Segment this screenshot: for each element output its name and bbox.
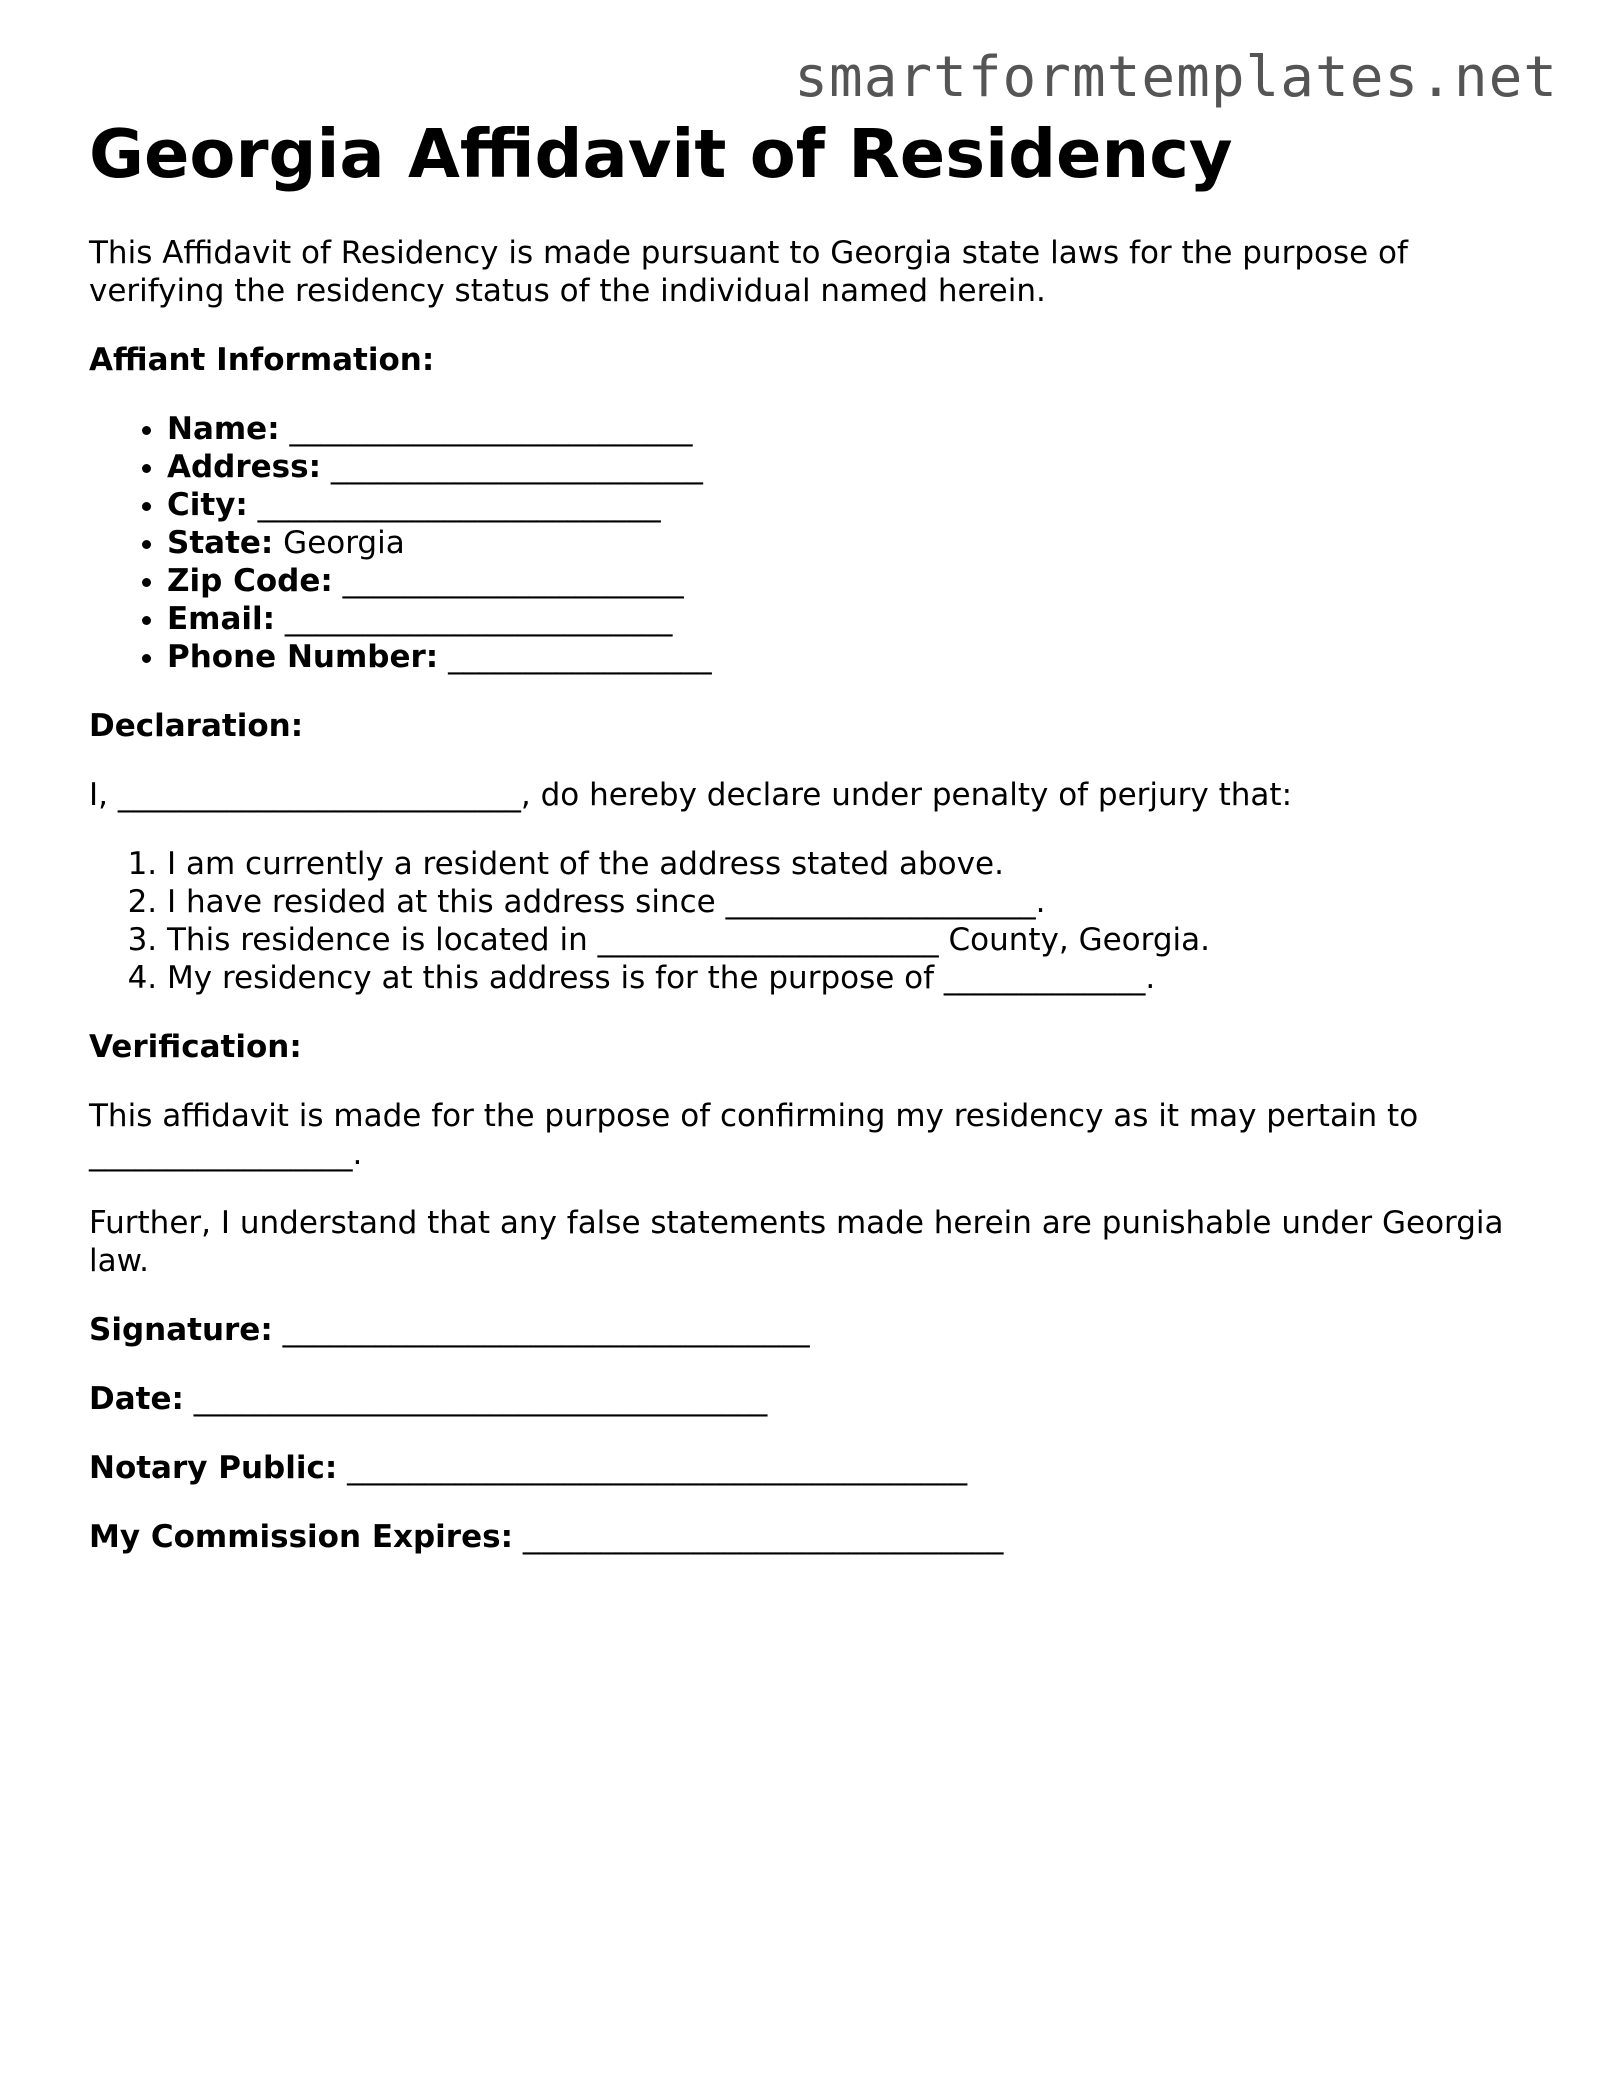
zip-field[interactable] (167, 562, 1529, 600)
zip-label: Zip Code: (167, 563, 333, 600)
name-field[interactable] (167, 410, 1529, 448)
address-blank[interactable]: ________________________ (330, 449, 703, 486)
declaration-list (89, 845, 1529, 997)
declaration-item (167, 845, 1529, 883)
zip-blank[interactable]: ______________________ (342, 563, 684, 600)
state-value: Georgia (283, 525, 405, 562)
verification-paragraph (89, 1097, 1529, 1173)
watermark-text: smartformtemplates.net (794, 45, 1558, 110)
declaration-item-end: . (1145, 960, 1156, 997)
commission-label: My Commission Expires: (89, 1519, 513, 1556)
notary-label: Notary Public: (89, 1450, 338, 1487)
phone-label: Phone Number: (167, 639, 439, 676)
affiant-heading: Affiant Information: (89, 342, 435, 379)
signature-blank[interactable]: __________________________________ (282, 1312, 810, 1349)
false-statements-paragraph: Further, I understand that any false statements made herein are punishable under Georgia law. (89, 1205, 1504, 1280)
address-field[interactable] (167, 448, 1529, 486)
declaration-item (167, 959, 1529, 997)
declaration-item-text: I am currently a resident of the address stated above. (167, 846, 1004, 883)
declaration-item-text: This residence is located in (167, 922, 588, 959)
date-line (89, 1380, 1529, 1418)
declarant-name-blank[interactable]: __________________________ (117, 777, 521, 814)
phone-field[interactable] (167, 638, 1529, 676)
phone-blank[interactable]: _________________ (448, 639, 712, 676)
city-blank[interactable]: __________________________ (257, 487, 661, 524)
email-blank[interactable]: _________________________ (284, 601, 673, 638)
notary-line (89, 1449, 1529, 1487)
commission-blank[interactable]: _______________________________ (522, 1519, 1004, 1556)
declaration-item (167, 921, 1529, 959)
resided-since-blank[interactable]: ____________________ (725, 884, 1036, 921)
address-label: Address: (167, 449, 321, 486)
notary-blank[interactable]: ________________________________________ (347, 1450, 968, 1487)
email-field[interactable] (167, 600, 1529, 638)
name-blank[interactable]: __________________________ (289, 411, 693, 448)
signature-line (89, 1311, 1529, 1349)
email-label: Email: (167, 601, 276, 638)
city-label: City: (167, 487, 248, 524)
declaration-prefix: I, (89, 777, 108, 814)
name-label: Name: (167, 411, 280, 448)
signature-label: Signature: (89, 1312, 273, 1349)
declaration-item-end: County, Georgia. (948, 922, 1210, 959)
declaration-item-text: I have resided at this address since (167, 884, 716, 921)
verification-end: . (352, 1136, 363, 1173)
document-page (89, 116, 1529, 1556)
document-title: Georgia Affidavit of Residency (89, 115, 1233, 193)
state-label: State: (167, 525, 274, 562)
commission-line (89, 1518, 1529, 1556)
intro-paragraph: This Affidavit of Residency is made pursuant to Georgia state laws for the purpose of verifying the residency status of the individual named herein. (89, 235, 1408, 310)
declaration-heading: Declaration: (89, 708, 304, 745)
city-field[interactable] (167, 486, 1529, 524)
declaration-item (167, 883, 1529, 921)
verification-text: This affidavit is made for the purpose of confirming my residency as it may pertain to (89, 1098, 1419, 1135)
county-blank[interactable]: ______________________ (597, 922, 939, 959)
state-field (167, 524, 1529, 562)
declaration-line (89, 776, 1529, 814)
pertain-to-blank[interactable]: _________________ (89, 1136, 353, 1173)
purpose-blank[interactable]: _____________ (943, 960, 1146, 997)
declaration-suffix: , do hereby declare under penalty of perjury that: (520, 777, 1293, 814)
declaration-item-text: My residency at this address is for the purpose of (167, 960, 935, 997)
affiant-fields-list (89, 410, 1529, 676)
date-label: Date: (89, 1381, 184, 1418)
verification-heading: Verification: (89, 1029, 302, 1066)
date-blank[interactable]: _____________________________________ (193, 1381, 768, 1418)
declaration-item-end: . (1035, 884, 1046, 921)
